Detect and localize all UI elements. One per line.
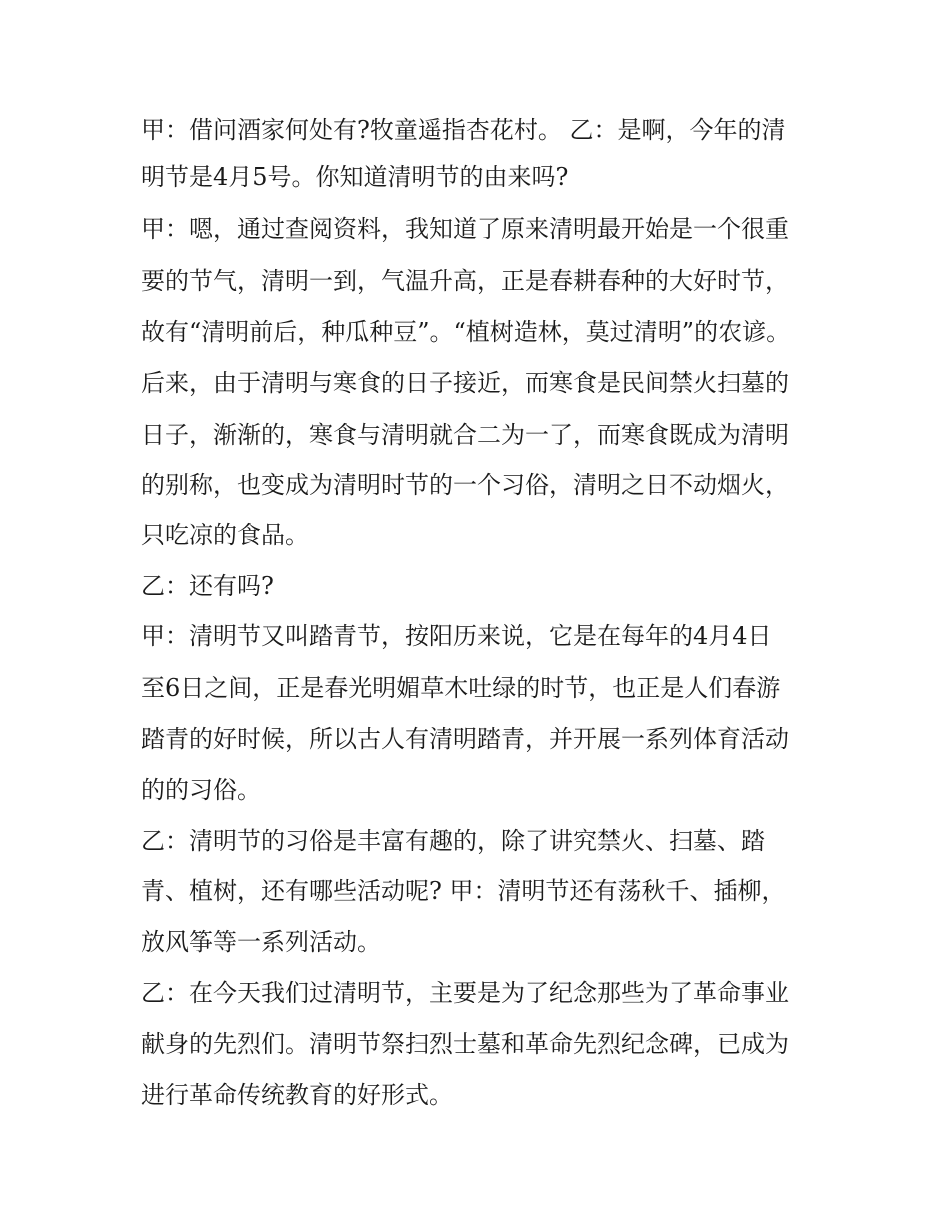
text-line: 放风筝等一系列活动。 (141, 928, 381, 956)
text-line: 后来，由于清明与寒食的日子接近，而寒食是民间禁火扫墓的 (141, 369, 789, 397)
text-line: 要的节气，清明一到，气温升高，正是春耕春种的大好时节， (141, 267, 789, 295)
text-line: 进行革命传统教育的好形式。 (141, 1081, 453, 1109)
text-line: 故有“清明前后，种瓜种豆”。“植树造林，莫过清明”的农谚。 (141, 318, 791, 346)
text-line: 甲：借问酒家何处有?牧童遥指杏花村。 乙：是啊，今年的清 (141, 116, 786, 144)
text-line: 乙：还有吗? (141, 572, 274, 600)
text-line: 乙：在今天我们过清明节，主要是为了纪念那些为了革命事业 (141, 979, 789, 1007)
text-line: 踏青的好时候，所以古人有清明踏青，并开展一系列体育活动 (141, 725, 789, 753)
text-line: 至6日之间，正是春光明媚草木吐绿的时节，也正是人们春游 (141, 674, 781, 702)
text-line: 的的习俗。 (141, 776, 261, 804)
text-line: 只吃凉的食品。 (141, 521, 309, 549)
text-line: 乙：清明节的习俗是丰富有趣的，除了讲究禁火、扫墓、踏 (141, 827, 765, 855)
text-line: 日子，渐渐的，寒食与清明就合二为一了，而寒食既成为清明 (141, 421, 789, 449)
text-line: 青、植树，还有哪些活动呢? 甲：清明节还有荡秋千、插柳， (141, 877, 786, 905)
text-line: 甲：清明节又叫踏青节，按阳历来说，它是在每年的4月4日 (141, 622, 772, 650)
text-line: 明节是4月5号。你知道清明节的由来吗? (141, 163, 569, 191)
text-line: 献身的先烈们。清明节祭扫烈士墓和革命先烈纪念碑，已成为 (141, 1030, 789, 1058)
text-line: 甲：嗯，通过查阅资料，我知道了原来清明最开始是一个很重 (141, 215, 789, 243)
text-line: 的别称，也变成为清明时节的一个习俗，清明之日不动烟火， (141, 471, 789, 499)
